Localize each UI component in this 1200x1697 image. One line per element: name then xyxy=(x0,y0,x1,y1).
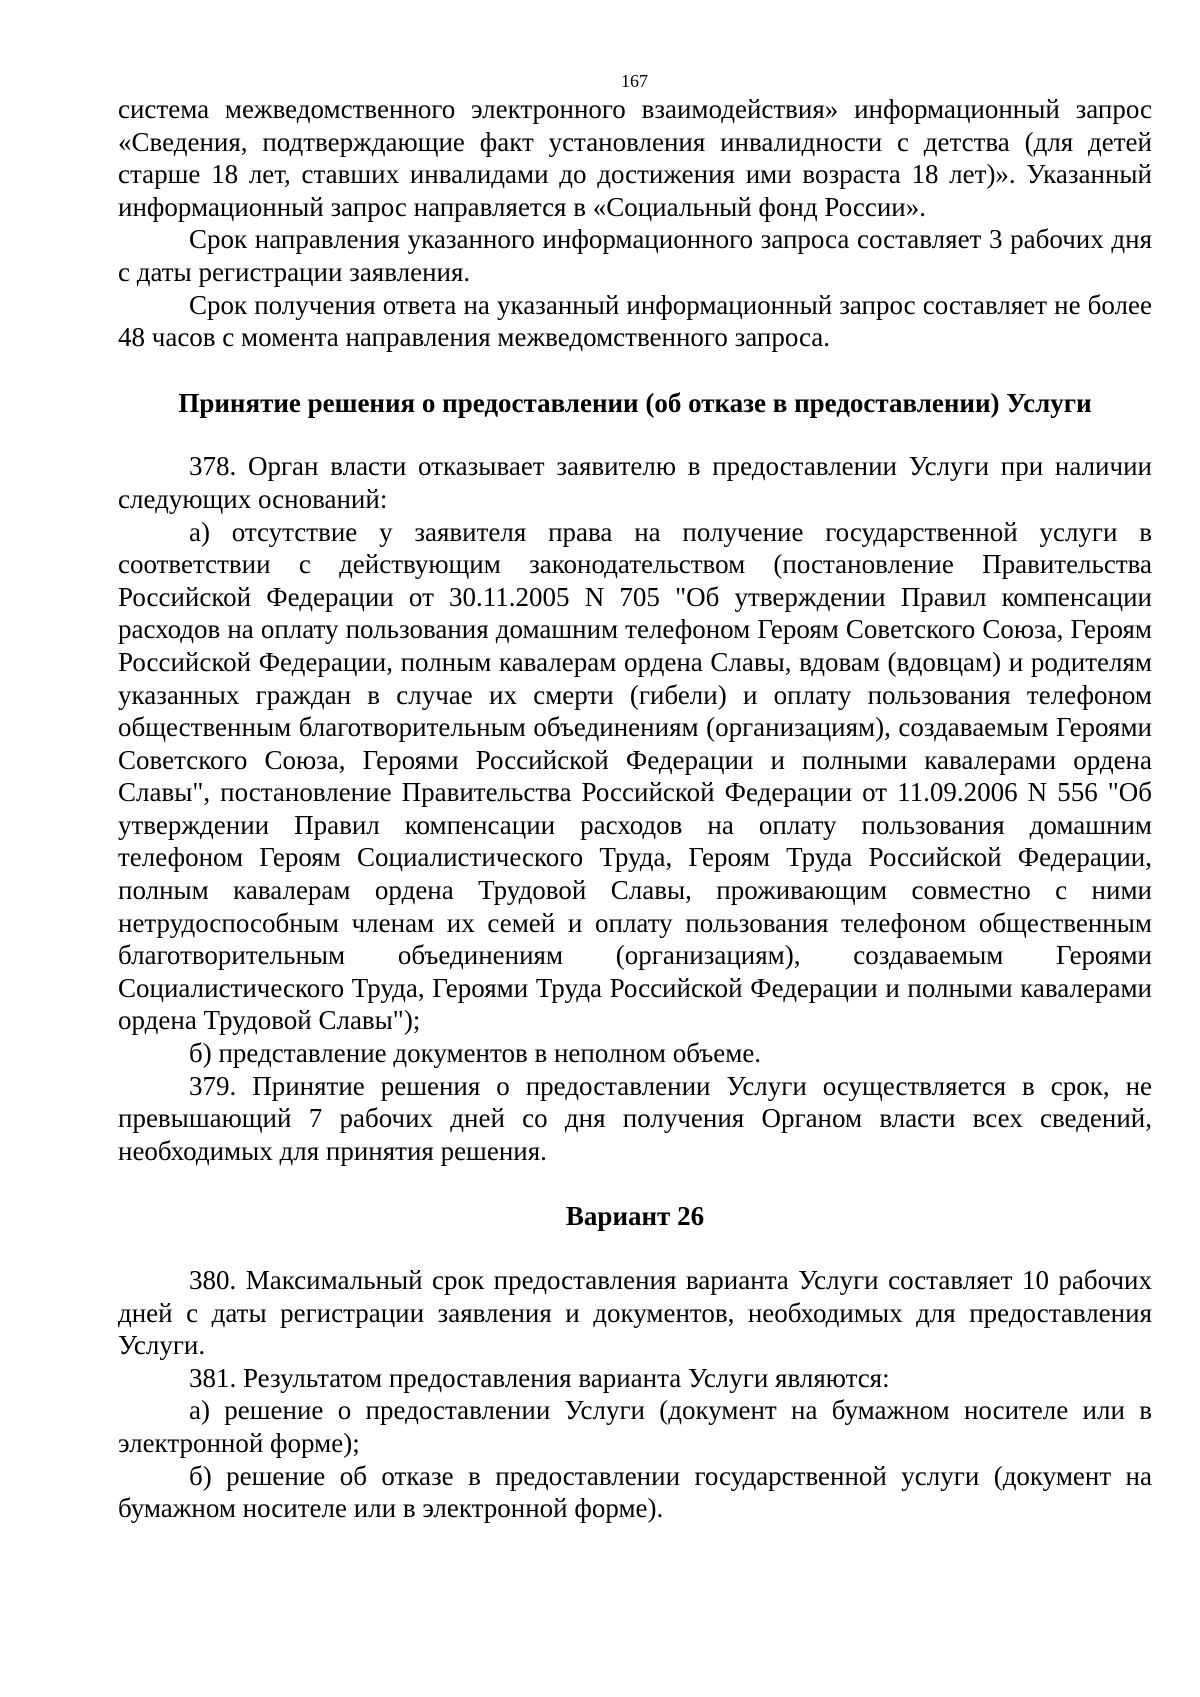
page-number: 167 xyxy=(621,71,648,91)
paragraph-379: 379. Принятие решения о предоставлении Услуги осуществляется в срок, не превышающий 7 рабочих дней со дня получения Органом власти всех сведений, необходимых для принятия решения. xyxy=(118,1070,1152,1166)
paragraph-378-a: а) отсутствие у заявителя права на получение государственной услуги в соответствии с действующим законодательством (постановление Правительства Российской Федерации от 30.11.2005 N 705 "Об утверждении Правил компенсации расходов на оплату пользования домашним телефоном Героям Советского Союза, Героям Российской Федерации, полным кавалерам ордена Славы, вдовам (вдовцам) и родителям указанных граждан в случае их смерти (гибели) и оплату пользования телефоном общественным благотворительным объединениям (организациям), создаваемым Героями Советского Союза, Героями Российской Федерации и полными кавалерами ордена Славы", постановление Правительства Российской Федерации от 11.09.2006 N 556 "Об утверждении Правил компенсации расходов на оплату пользования домашним телефоном Героям Социалистического Труда, Героям Труда Российской Федерации, полным кавалерам ордена Трудовой Славы, проживающим совместно с ними нетрудоспособным членам их семей и оплату пользования телефоном общественным благотворительным объединениям (организациям), создаваемым Героями Социалистического Труда, Героями Труда Российской Федерации и полными кавалерами ордена Трудовой Славы"); xyxy=(118,516,1152,1036)
document-body xyxy=(118,93,1152,1525)
section-heading-decision: Принятие решения о предоставлении (об отказе в предоставлении) Услуги xyxy=(178,387,1092,418)
paragraph-378: 378. Орган власти отказывает заявителю в предоставлении Услуги при наличии следующих оснований: xyxy=(118,451,1152,514)
paragraph-381: 381. Результатом предоставления варианта Услуги являются: xyxy=(189,1362,890,1393)
paragraph-response-deadline: Срок получения ответа на указанный информационный запрос составляет не более 48 часов с момента направления межведомственного запроса. xyxy=(118,289,1152,353)
paragraph-381-a: а) решение о предоставлении Услуги (документ на бумажном носителе или в электронной форме); xyxy=(118,1395,1152,1458)
section-heading-variant: Вариант 26 xyxy=(565,1201,705,1232)
paragraph-380: 380. Максимальный срок предоставления варианта Услуги составляет 10 рабочих дней с даты регистрации заявления и документов, необходимых для предоставления Услуги. xyxy=(118,1265,1152,1361)
paragraph-378-b: б) представление документов в неполном объеме. xyxy=(189,1038,762,1069)
paragraph-interagency-request: система межведомственного электронного взаимодействия» информационный запрос «Сведения, подтверждающие факт установления инвалидности с детства (для детей старше 18 лет, ставших инвалидами до достижения ими возраста 18 лет)». Указанный информационный запрос направляется в «Социальный фонд России». xyxy=(118,94,1152,222)
paragraph-request-deadline: Срок направления указанного информационного запроса составляет 3 рабочих дня с даты регистрации заявления. xyxy=(118,224,1152,287)
paragraph-381-b: б) решение об отказе в предоставлении государственной услуги (документ на бумажном носителе или в электронной форме). xyxy=(118,1460,1152,1524)
